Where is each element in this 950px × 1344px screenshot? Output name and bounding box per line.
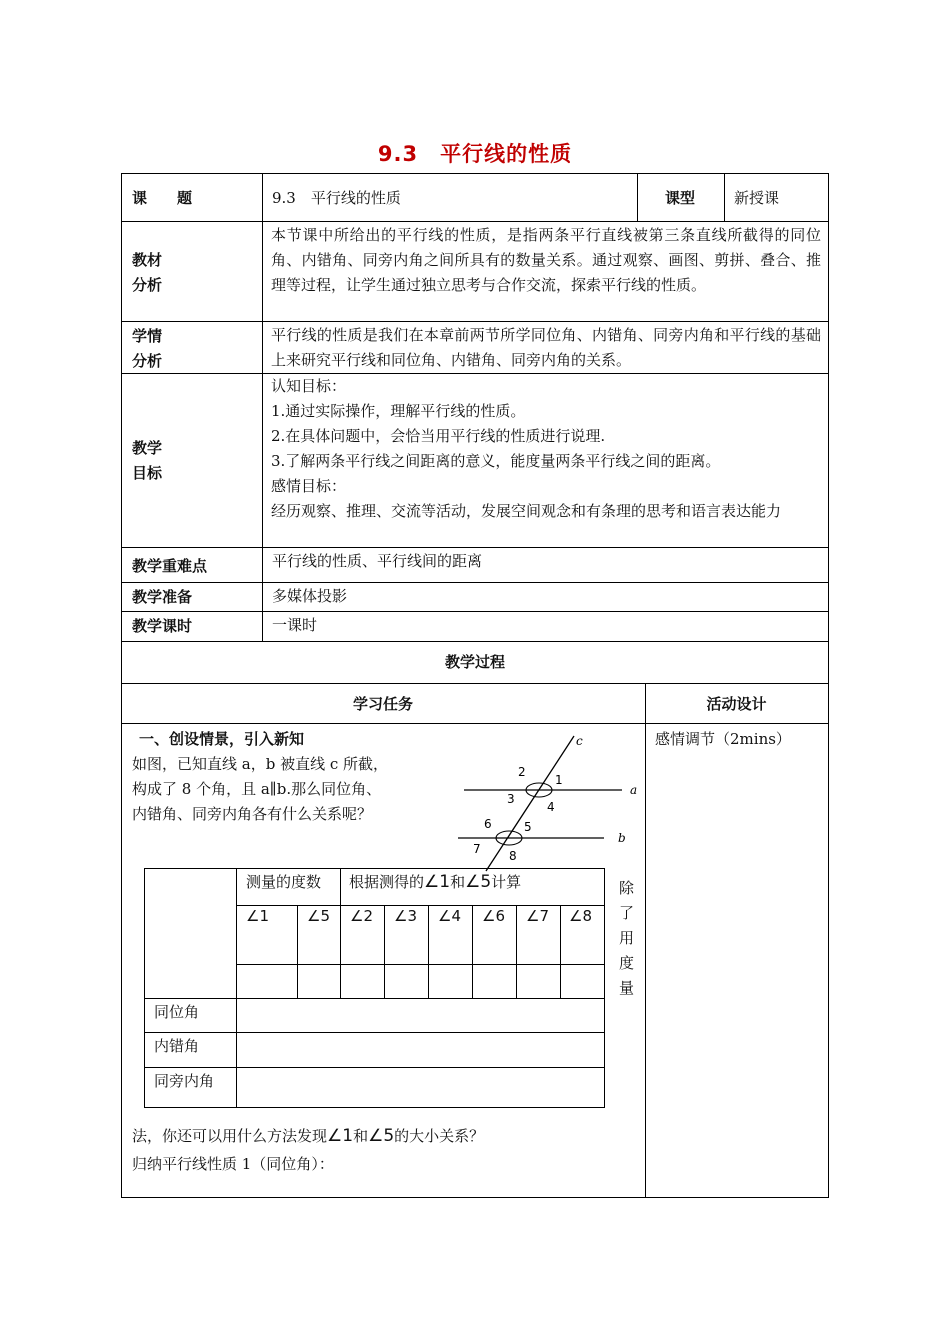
angle-header-2: ∠2	[350, 907, 373, 925]
measured-header: 测量的度数	[246, 873, 322, 891]
label-7: 7	[473, 842, 481, 856]
after-line: 法，你还可以用什么方法发现	[132, 1127, 328, 1145]
label-1: 1	[555, 773, 563, 787]
student-text: 平行线的性质是我们在本章前两节所学同位角、内错角、同旁内角和平行线的基础上来研究平行线和同位角、内错角、同旁内角的关系。	[271, 326, 821, 369]
activity-note: 感情调节（2mins）	[655, 730, 791, 748]
angle-header-1: ∠1	[246, 907, 269, 925]
side-text: 除 了 用 度 量	[619, 879, 635, 997]
after-angle-1: ∠1	[327, 1126, 354, 1146]
label-5: 5	[524, 820, 532, 834]
key-label: 教学重难点	[132, 557, 208, 575]
angle-header-7: ∠7	[526, 907, 549, 925]
material-label-1: 教材	[132, 251, 163, 269]
label-8: 8	[509, 849, 517, 863]
process-header: 教学过程	[444, 653, 505, 671]
computed-suffix: 计算	[491, 873, 522, 891]
line-c	[486, 736, 574, 871]
angle-header-5: ∠5	[307, 907, 330, 925]
page-title: 9.3 平行线的性质	[377, 142, 573, 166]
student-label-1: 学情	[132, 327, 163, 345]
row-label-corresponding: 同位角	[154, 1003, 200, 1021]
after-and: 和	[353, 1127, 369, 1145]
section1-heading: 一、创设情景，引入新知	[139, 730, 305, 748]
row-label-same-side: 同旁内角	[154, 1072, 215, 1090]
intro-line: 如图，已知直线 a，b 被直线 c 所截，	[132, 755, 389, 773]
goal-line: 认知目标：	[271, 377, 347, 395]
task-header: 学习任务	[352, 695, 413, 713]
label-3: 3	[507, 792, 515, 806]
hours-text: 一课时	[272, 616, 318, 634]
goal-line: 经历观察、推理、交流等活动，发展空间观念和有条理的思考和语言表达能力	[271, 502, 782, 520]
label-c: c	[576, 734, 583, 748]
student-label-2: 分析	[132, 352, 163, 370]
intro-line: 内错角、同旁内角各有什么关系呢？	[132, 805, 373, 823]
angle-header-6: ∠6	[482, 907, 505, 925]
row-label-alternate: 内错角	[154, 1037, 200, 1055]
after-table-question	[132, 1125, 484, 1146]
computed-and: 和	[450, 873, 466, 891]
key-text: 平行线的性质、平行线间的距离	[272, 552, 483, 570]
intro-line: 构成了 8 个角，且 a∥b.那么同位角、	[132, 780, 382, 798]
goal-list	[271, 374, 821, 524]
after-angle-5: ∠5	[368, 1126, 395, 1146]
angle-header-8: ∠8	[569, 907, 592, 925]
computed-header	[349, 871, 521, 892]
label-a: a	[630, 783, 638, 797]
material-label-2: 分析	[132, 276, 163, 294]
after-tail: 的大小关系？	[394, 1127, 485, 1145]
hours-label: 教学课时	[132, 617, 193, 635]
type-value: 新授课	[734, 189, 780, 207]
prep-text: 多媒体投影	[272, 587, 348, 605]
computed-prefix: 根据测得的	[349, 873, 425, 891]
activity-header: 活动设计	[706, 695, 767, 713]
angle-header-4: ∠4	[438, 907, 461, 925]
computed-angle-5: ∠5	[465, 872, 492, 892]
topic-label: 课 题	[132, 189, 193, 207]
parallel-lines-figure	[452, 732, 647, 872]
goal-line: 1.通过实际操作，理解平行线的性质。	[271, 402, 526, 420]
summary-line: 归纳平行线性质 1（同位角）：	[132, 1155, 334, 1173]
type-label: 课型	[665, 189, 696, 207]
computed-angle-1: ∠1	[424, 872, 451, 892]
prep-label: 教学准备	[132, 588, 193, 606]
goal-label-1: 教学	[132, 439, 163, 457]
topic-value: 9.3 平行线的性质	[272, 189, 401, 207]
goal-label-2: 目标	[132, 464, 163, 482]
angle-header-3: ∠3	[394, 907, 417, 925]
label-4: 4	[547, 800, 555, 814]
material-text: 本节课中所给出的平行线的性质，是指两条平行直线被第三条直线所截得的同位角、内错角、同旁内角之间所具有的数量关系。通过观察、画图、剪拼、叠合、推理等过程，让学生通过独立思考与合作交流，探索平行线的性质。	[271, 226, 821, 294]
label-2: 2	[518, 765, 526, 779]
label-6: 6	[484, 817, 492, 831]
goal-line: 3.了解两条平行线之间距离的意义，能度量两条平行线之间的距离。	[271, 452, 721, 470]
goal-line: 2.在具体问题中，会恰当用平行线的性质进行说理.	[271, 427, 606, 445]
section1-intro	[132, 752, 442, 827]
label-b: b	[618, 831, 626, 845]
goal-line: 感情目标：	[271, 477, 347, 495]
